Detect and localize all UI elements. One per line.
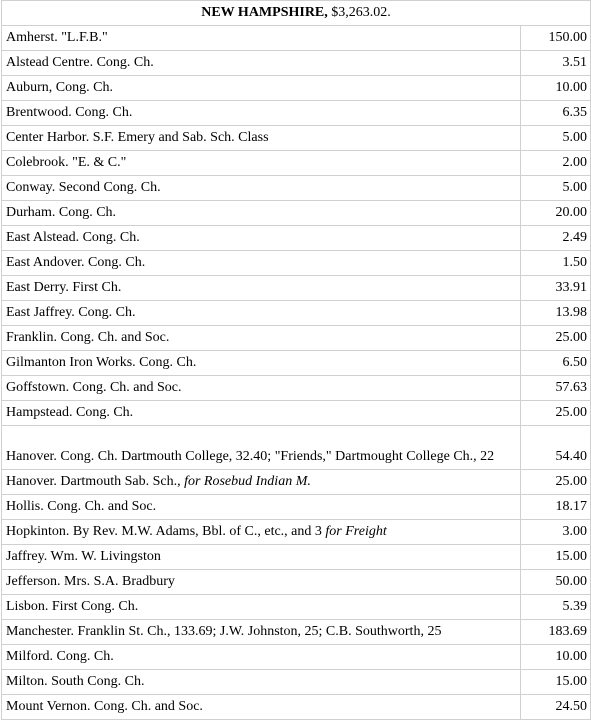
- amount-cell: 54.40: [521, 426, 591, 470]
- donor-cell: [2, 176, 521, 201]
- donor-text: Center Harbor. S.F. Emery and Sab. Sch. Class: [6, 130, 269, 145]
- donor-text: Hollis. Cong. Ch. and Soc.: [6, 499, 157, 514]
- donor-cell: [2, 126, 521, 151]
- donor-cell: [2, 545, 521, 570]
- table-row: [2, 101, 591, 126]
- donor-cell: [2, 520, 521, 545]
- donor-note: for Freight: [325, 524, 387, 539]
- donor-text: Hanover. Dartmouth Sab. Sch.,: [6, 474, 185, 489]
- donor-cell: [2, 495, 521, 520]
- donor-text: Durham. Cong. Ch.: [6, 205, 117, 220]
- table-row: [2, 495, 591, 520]
- donor-cell: [2, 595, 521, 620]
- table-row: [2, 51, 591, 76]
- donor-cell: [2, 351, 521, 376]
- table-row: [2, 620, 591, 645]
- amount-cell: 57.63: [521, 376, 591, 401]
- amount-cell: 2.49: [521, 226, 591, 251]
- donor-cell: [2, 151, 521, 176]
- donation-table: [1, 0, 591, 720]
- donor-cell: [2, 226, 521, 251]
- amount-cell: 5.00: [521, 176, 591, 201]
- amount-cell: 6.35: [521, 101, 591, 126]
- table-row: [2, 326, 591, 351]
- table-row: [2, 695, 591, 720]
- donor-text: Amherst. "L.F.B.": [6, 30, 108, 45]
- donor-text: Conway. Second Cong. Ch.: [6, 180, 161, 195]
- amount-cell: 10.00: [521, 76, 591, 101]
- donor-cell: [2, 470, 521, 495]
- table-row: [2, 151, 591, 176]
- donor-text: Franklin. Cong. Ch. and Soc.: [6, 330, 170, 345]
- donor-text: East Jaffrey. Cong. Ch.: [6, 305, 136, 320]
- amount-cell: 20.00: [521, 201, 591, 226]
- amount-cell: 25.00: [521, 470, 591, 495]
- donor-cell: [2, 251, 521, 276]
- amount-cell: 5.00: [521, 126, 591, 151]
- donor-text: East Andover. Cong. Ch.: [6, 255, 146, 270]
- amount-cell: 24.50: [521, 695, 591, 720]
- donor-cell: [2, 26, 521, 51]
- amount-cell: 25.00: [521, 401, 591, 426]
- amount-cell: 183.69: [521, 620, 591, 645]
- table-row: [2, 545, 591, 570]
- donor-text: Auburn, Cong. Ch.: [6, 80, 113, 95]
- donor-text: East Derry. First Ch.: [6, 280, 122, 295]
- donor-text: Hampstead. Cong. Ch.: [6, 405, 134, 420]
- donor-text: Gilmanton Iron Works. Cong. Ch.: [6, 355, 197, 370]
- donor-cell: [2, 276, 521, 301]
- table-row: [2, 201, 591, 226]
- table-row: [2, 470, 591, 495]
- state-name: NEW HAMPSHIRE,: [201, 5, 328, 20]
- table-row: [2, 595, 591, 620]
- table-row: [2, 520, 591, 545]
- amount-cell: 5.39: [521, 595, 591, 620]
- amount-cell: 3.51: [521, 51, 591, 76]
- donor-text: Goffstown. Cong. Ch. and Soc.: [6, 380, 182, 395]
- table-header-row: [2, 1, 591, 26]
- donor-cell: [2, 401, 521, 426]
- donor-text: Colebrook. "E. & C.": [6, 155, 127, 170]
- state-total: $3,263.02.: [327, 5, 391, 20]
- donor-cell: [2, 101, 521, 126]
- donor-text: Alstead Centre. Cong. Ch.: [6, 55, 154, 70]
- donor-text: Lisbon. First Cong. Ch.: [6, 599, 139, 614]
- donor-text: Milton. South Cong. Ch.: [6, 674, 145, 689]
- table-row: [2, 226, 591, 251]
- donor-text: Brentwood. Cong. Ch.: [6, 105, 133, 120]
- donor-cell: [2, 695, 521, 720]
- amount-cell: 18.17: [521, 495, 591, 520]
- donor-cell: [2, 645, 521, 670]
- donor-cell: [2, 376, 521, 401]
- table-row: [2, 26, 591, 51]
- donor-text: Hanover. Cong. Ch. Dartmouth College, 32.40; "Friends," Dartmought College Ch., 22: [6, 449, 495, 464]
- donor-text: Milford. Cong. Ch.: [6, 649, 114, 664]
- table-row: [2, 126, 591, 151]
- table-row: [2, 670, 591, 695]
- donor-text: Jaffrey. Wm. W. Livingston: [6, 549, 161, 564]
- amount-cell: 33.91: [521, 276, 591, 301]
- amount-cell: 15.00: [521, 670, 591, 695]
- donor-cell: [2, 326, 521, 351]
- donor-cell: [2, 670, 521, 695]
- amount-cell: 25.00: [521, 326, 591, 351]
- donor-text: Mount Vernon. Cong. Ch. and Soc.: [6, 699, 203, 714]
- amount-cell: 50.00: [521, 570, 591, 595]
- donor-text: Manchester. Franklin St. Ch., 133.69; J.W. Johnston, 25; C.B. Southworth, 25: [6, 624, 442, 639]
- amount-cell: 13.98: [521, 301, 591, 326]
- table-row: [2, 251, 591, 276]
- table-row: [2, 426, 591, 470]
- donor-cell: [2, 51, 521, 76]
- donation-list: [1, 0, 590, 720]
- amount-cell: 1.50: [521, 251, 591, 276]
- donor-cell: [2, 570, 521, 595]
- amount-cell: 2.00: [521, 151, 591, 176]
- table-row: [2, 301, 591, 326]
- donor-text: Hopkinton. By Rev. M.W. Adams, Bbl. of C., etc., and 3: [6, 524, 326, 539]
- table-row: [2, 176, 591, 201]
- table-row: [2, 401, 591, 426]
- donor-cell: [2, 620, 521, 645]
- amount-cell: 15.00: [521, 545, 591, 570]
- table-row: [2, 76, 591, 101]
- donor-text: East Alstead. Cong. Ch.: [6, 230, 140, 245]
- donor-text: Jefferson. Mrs. S.A. Bradbury: [6, 574, 175, 589]
- table-body: [2, 26, 591, 720]
- amount-cell: 3.00: [521, 520, 591, 545]
- amount-cell: 150.00: [521, 26, 591, 51]
- donor-cell: [2, 76, 521, 101]
- table-row: [2, 276, 591, 301]
- donor-cell: [2, 301, 521, 326]
- amount-cell: 10.00: [521, 645, 591, 670]
- amount-cell: 6.50: [521, 351, 591, 376]
- donor-cell: [2, 201, 521, 226]
- table-row: [2, 376, 591, 401]
- table-row: [2, 570, 591, 595]
- table-row: [2, 351, 591, 376]
- donor-note: for Rosebud Indian M.: [184, 474, 311, 489]
- donor-cell: [2, 426, 521, 470]
- table-row: [2, 645, 591, 670]
- state-heading: [2, 1, 591, 26]
